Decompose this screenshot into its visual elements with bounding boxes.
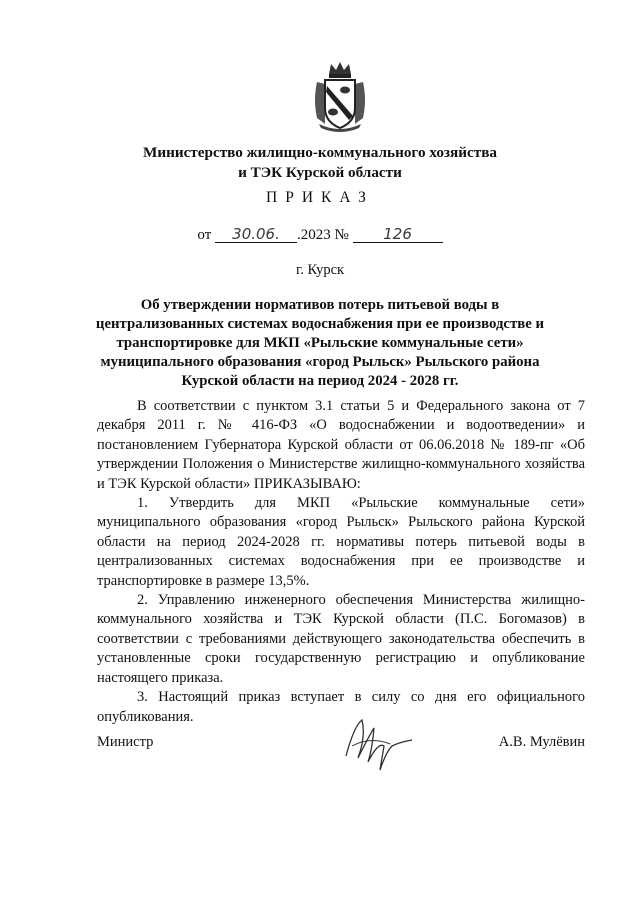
order-clause-2: 2. Управлению инженерного обеспечения Министерства жилищно-коммунального хозяйства и ТЭК Курской области (П.С. Богомазов) в соответствии с требованиями действующего законодательства обеспечить в установленные сроки государственную регистрацию и опубликование настоящего приказа. xyxy=(97,592,585,686)
title-line: транспортировке для МКП «Рыльские коммунальные сети» xyxy=(116,335,524,351)
handwritten-date: 30.06. xyxy=(215,226,297,243)
ministry-name xyxy=(0,143,640,183)
order-clause-3: 3. Настоящий приказ вступает в силу со дня его официального опубликования. xyxy=(97,689,585,725)
order-clause-1: 1. Утвердить для МКП «Рыльские коммунальные сети» муниципального образования «город Рыльск» Рыльского района Курской области на период 2024-2028 гг. нормативы потерь питьевой воды в централизованных системах водоснабжения при ее производстве и транспортировке в размере 13,5%. xyxy=(97,495,585,589)
date-number-line xyxy=(0,226,640,244)
title-line: централизованных системах водоснабжения при ее производстве и xyxy=(95,316,545,332)
document-type: ПРИКАЗ xyxy=(266,189,374,206)
title-line: Об утверждении нормативов потерь питьевой воды в xyxy=(140,297,500,313)
order-body xyxy=(97,397,585,727)
title-line: Курской области на период 2024 - 2028 гг. xyxy=(181,373,459,389)
city-name: г. Курск xyxy=(295,262,345,278)
preamble-paragraph: В соответствии с пунктом 3.1 статьи 5 и Федерального закона от 7 декабря 2011 г. № 416-ФЗ «О водоснабжении и водоотведении» и постановлением Губернатора Курской области от 06.06.2018 № 189-пг «Об утверждении Положения о Министерстве жилищно-коммунального хозяйства и ТЭК Курской области» ПРИКАЗЫВАЮ: xyxy=(97,398,585,492)
handwritten-signature xyxy=(340,706,420,776)
date-prefix: от xyxy=(197,227,212,243)
ministry-name-line-1: Министерство жилищно-коммунального хозяйства xyxy=(142,144,498,161)
minister-position: Министр xyxy=(97,734,154,750)
ministry-name-line-2: и ТЭК Курской области xyxy=(238,164,402,181)
title-line: муниципального образования «город Рыльск» Рыльского района xyxy=(100,354,540,370)
coat-of-arms-emblem xyxy=(311,60,369,132)
date-year: .2023 № xyxy=(297,227,349,243)
signer-name: А.В. Мулёвин xyxy=(498,734,585,750)
handwritten-order-number: 126 xyxy=(353,226,443,243)
order-title xyxy=(0,296,640,391)
